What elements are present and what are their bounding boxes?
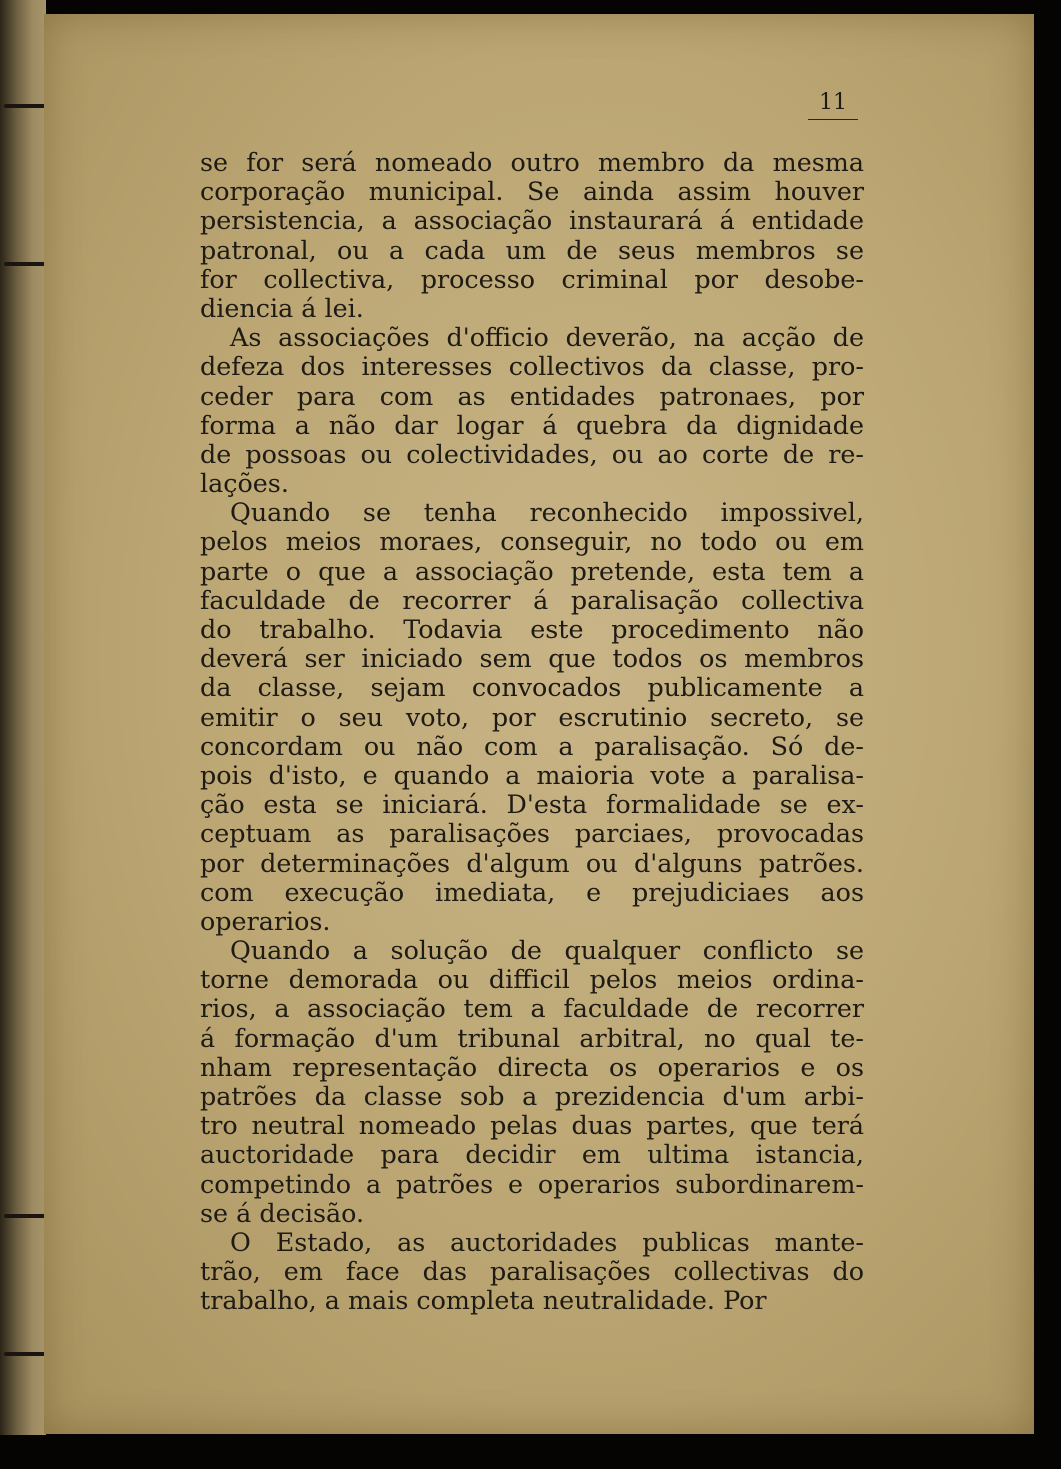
text-line: do trabalho. Todavia este procedimento não: [200, 614, 864, 644]
text-line: pelos meios moraes, conseguir, no todo ou em: [200, 526, 864, 557]
text-line: lações.: [200, 468, 289, 499]
book-spine: [0, 0, 46, 1435]
text-line: Quando a solução de qualquer conflicto se: [230, 935, 864, 966]
text-line: ceptuam as paralisações parciaes, provocadas: [200, 818, 864, 849]
text-line: O Estado, as auctoridades publicas mante-: [230, 1226, 864, 1257]
text-line: da classe, sejam convocados publicamente a: [200, 672, 864, 703]
text-line: com execução imediata, e prejudiciaes aos: [200, 876, 864, 907]
text-line: diencia á lei.: [200, 292, 364, 323]
text-line: se á decisão.: [200, 1197, 365, 1228]
paragraph: [200, 936, 864, 1228]
paragraph: [200, 498, 864, 936]
text-line: ceder para com as entidades patronaes, por: [200, 380, 864, 411]
text-line: nham representação directa os operarios e os: [200, 1051, 864, 1082]
text-line: trabalho, a mais completa neutralidade. Por: [200, 1285, 767, 1316]
text-line: pois d'isto, e quando a maioria vote a paralisa-: [200, 759, 864, 790]
text-line: competindo a patrões e operarios subordinarem-: [200, 1168, 864, 1199]
text-line: parte o que a associação pretende, esta tem a: [200, 555, 864, 586]
text-line: torne demorada ou difficil pelos meios ordina-: [200, 964, 864, 995]
text-line: auctoridade para decidir em ultima istancia,: [200, 1139, 864, 1170]
text-line: corporação municipal. Se ainda assim houver: [200, 176, 864, 207]
body-text: [200, 148, 864, 1316]
text-line: faculdade de recorrer á paralisação collectiva: [200, 584, 864, 615]
page-number: 11: [808, 90, 858, 120]
text-line: As associações d'officio deverão, na acção de: [230, 322, 864, 353]
text-line: tro neutral nomeado pelas duas partes, que terá: [200, 1110, 864, 1141]
text-line: Quando se tenha reconhecido impossivel,: [230, 497, 864, 528]
text-line: por determinações d'algum ou d'alguns patrões.: [200, 847, 864, 878]
text-line: emitir o seu voto, por escrutinio secreto, se: [200, 701, 864, 732]
text-line: ção esta se iniciará. D'esta formalidade se ex-: [200, 789, 864, 820]
text-line: de possoas ou colectividades, ou ao corte de re-: [200, 438, 864, 469]
text-line: operarios.: [200, 905, 331, 936]
paragraph: [200, 148, 864, 323]
paragraph: [200, 1228, 864, 1316]
text-line: forma a não dar logar á quebra da dignidade: [200, 409, 864, 440]
text-line: patrões da classe sob a prezidencia d'um arbi-: [200, 1081, 864, 1111]
paragraph: [200, 323, 864, 498]
text-line: rios, a associação tem a faculdade de recorrer: [200, 993, 864, 1024]
text-line: defeza dos interesses collectivos da classe, pro-: [200, 351, 864, 382]
text-line: patronal, ou a cada um de seus membros se: [200, 234, 864, 265]
text-line: á formação d'um tribunal arbitral, no qual te-: [200, 1022, 864, 1053]
text-line: concordam ou não com a paralisação. Só de-: [200, 730, 864, 761]
text-line: se for será nomeado outro membro da mesma: [200, 147, 864, 177]
text-line: for collectiva, processo criminal por desobe-: [200, 263, 864, 294]
text-line: persistencia, a associação instaurará á entidade: [200, 205, 864, 236]
text-line: trão, em face das paralisações collectivas do: [200, 1256, 864, 1287]
text-line: deverá ser iniciado sem que todos os membros: [200, 643, 864, 674]
